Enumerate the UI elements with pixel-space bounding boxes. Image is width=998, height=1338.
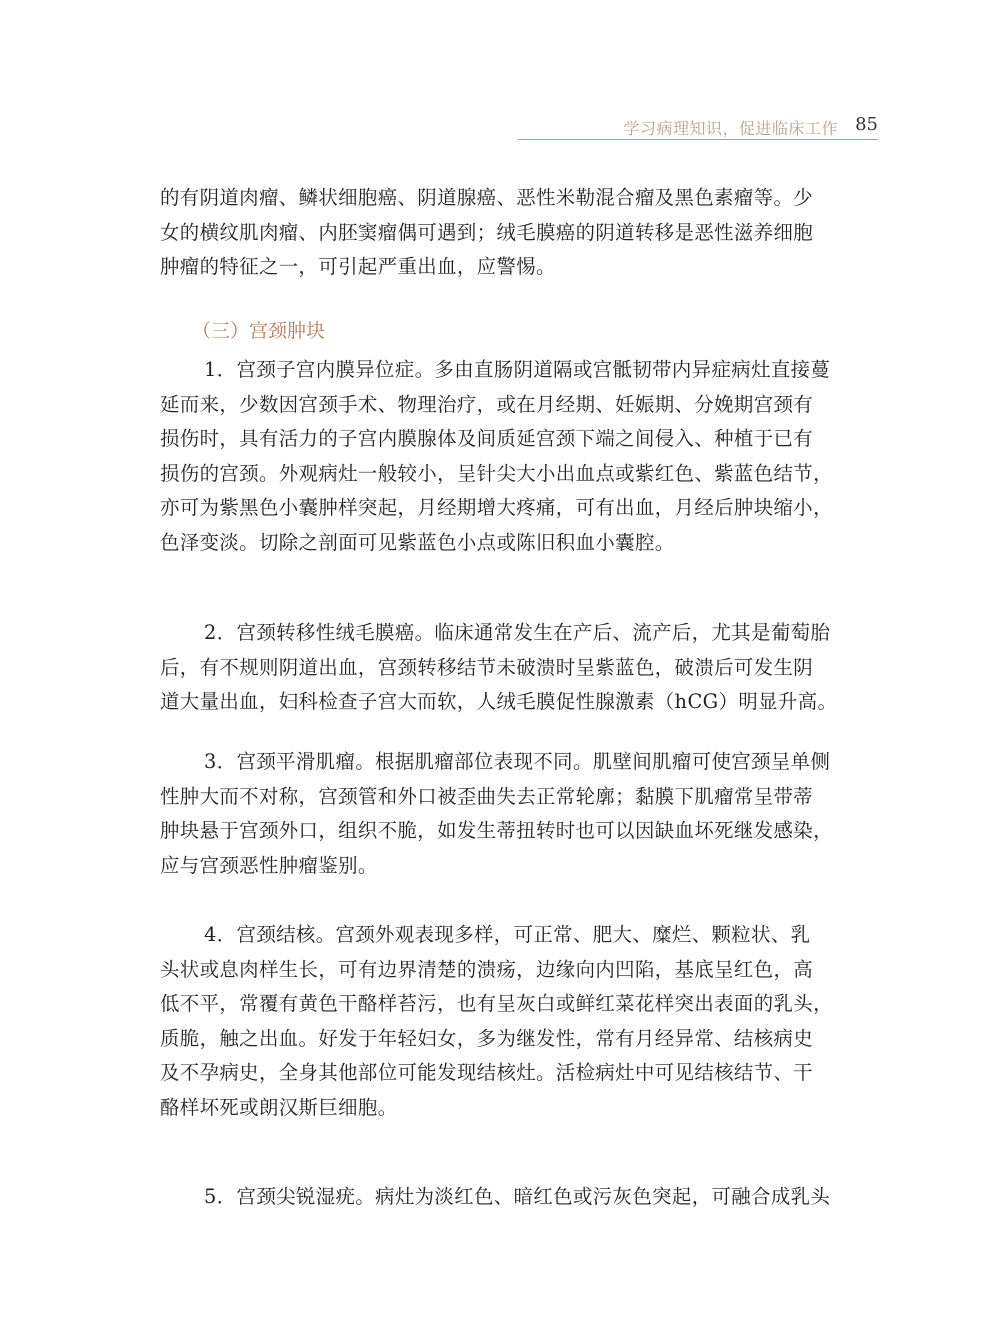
section-heading: （三）宫颈肿块 (192, 320, 326, 342)
header-rule (518, 139, 878, 140)
text-line: 性肿大而不对称，宫颈管和外口被歪曲失去正常轮廓；黏膜下肌瘤常呈带蒂 (160, 784, 814, 808)
text-line: 2．宫颈转移性绒毛膜癌。临床通常发生在产后、流产后，尤其是葡萄胎 (204, 621, 831, 644)
paragraph-4 (160, 918, 860, 1125)
text-line: 肿块悬于宫颈外口，组织不脆，如发生蒂扭转时也可以因缺血坏死继发感染， (160, 819, 833, 842)
text-line: 酪样坏死或朗汉斯巨细胞。 (160, 1095, 398, 1119)
text-line: 质脆，触之出血。好发于年轻妇女，多为继发性，常有月经异常、结核病史 (160, 1026, 814, 1050)
text-line: 色泽变淡。切除之剖面可见紫蓝色小点或陈旧积血小囊腔。 (160, 530, 675, 554)
text-line: 的有阴道肉瘤、鳞状细胞癌、阴道腺癌、恶性米勒混合瘤及黑色素瘤等。少 (160, 186, 814, 209)
text-line: 亦可为紫黑色小囊肿样突起，月经期增大疼痛，可有出血，月经后肿块缩小， (160, 496, 833, 519)
text-line: 延而来，少数因宫颈手术、物理治疗，或在月经期、妊娠期、分娩期宫颈有 (160, 392, 814, 416)
text-line: 5．宫颈尖锐湿疣。病灶为淡红色、暗红色或污灰色突起，可融合成乳头 (204, 1185, 831, 1208)
text-line: 头状或息肉样生长，可有边界清楚的溃疡，边缘向内凹陷，基底呈红色，高 (160, 957, 814, 981)
text-line: 道大量出血，妇科检查子宫大而软，人绒毛膜促性腺激素（hCG）明显升高。 (160, 690, 838, 713)
paragraph-intro (160, 181, 860, 285)
page-number: 85 (855, 114, 878, 135)
paragraph-5 (160, 1180, 860, 1215)
paragraph-3 (160, 745, 860, 883)
paragraph-1 (160, 353, 860, 560)
running-title: 学习病理知识，促进临床工作 (623, 119, 838, 138)
text-line: 及不孕病史，全身其他部位可能发现结核灶。活检病灶中可见结核结节、干 (160, 1061, 814, 1084)
running-header (620, 112, 878, 142)
text-line: 3．宫颈平滑肌瘤。根据肌瘤部位表现不同。肌壁间肌瘤可使宫颈呈单侧 (204, 750, 831, 773)
text-line: 损伤的宫颈。外观病灶一般较小，呈针尖大小出血点或紫红色、紫蓝色结节， (160, 461, 833, 485)
text-line: 应与宫颈恶性肿瘤鉴别。 (160, 853, 378, 877)
text-line: 损伤时，具有活力的子宫内膜腺体及间质延宫颈下端之间侵入、种植于已有 (160, 427, 814, 450)
text-line: 4．宫颈结核。宫颈外观表现多样，可正常、肥大、糜烂、颗粒状、乳 (204, 923, 811, 946)
text-line: 低不平，常覆有黄色干酪样苔污，也有呈灰白或鲜红菜花样突出表面的乳头， (160, 992, 833, 1015)
text-line: 后，有不规则阴道出血，宫颈转移结节未破溃时呈紫蓝色，破溃后可发生阴 (160, 655, 814, 679)
text-line: 肿瘤的特征之一，可引起严重出血，应警惕。 (160, 255, 556, 278)
text-line: 1．宫颈子宫内膜异位症。多由直肠阴道隔或宫骶韧带内异症病灶直接蔓 (204, 358, 831, 381)
paragraph-2 (160, 616, 860, 720)
text-line: 女的横纹肌肉瘤、内胚窦瘤偶可遇到；绒毛膜癌的阴道转移是恶性滋养细胞 (160, 220, 814, 244)
